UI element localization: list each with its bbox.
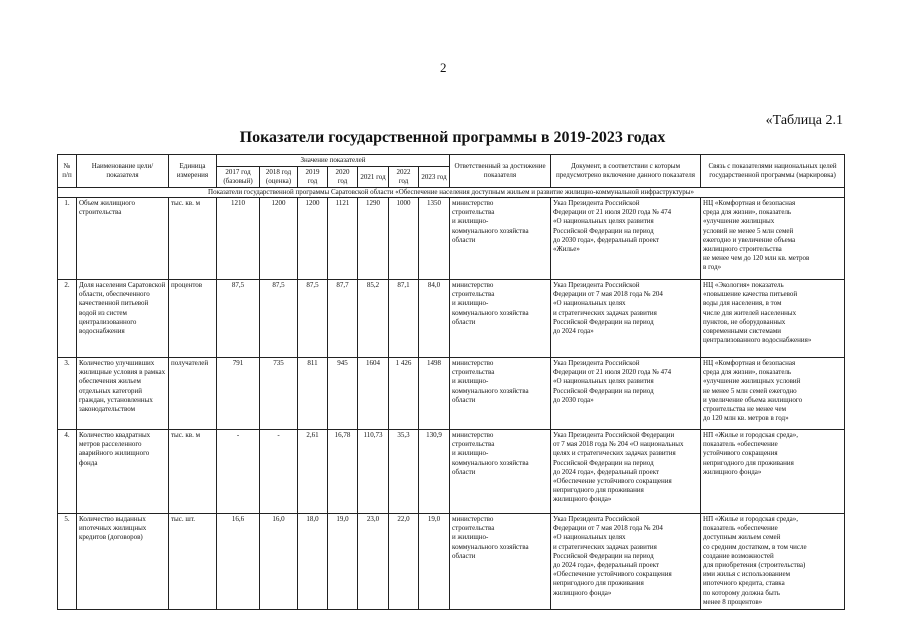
indicator-name: Количество выданных ипотечных жилищных кредитов (договоров): [77, 514, 169, 610]
table-reference: «Таблица 2.1: [765, 113, 843, 128]
header-row-1: [58, 155, 845, 167]
program-row: [58, 188, 845, 198]
table-row: [58, 358, 845, 430]
page-title: Показатели государственной программы в 2019-2023 годах: [239, 129, 666, 146]
responsible-cell: министерство строительства и жилищно- коммунального хозяйства области: [450, 514, 551, 610]
document-cell: Указ Президента Российской Федерации от 7 мая 2018 года № 204 «О национальных целях и стратегических задачах развития Российской Федерации на период до 2024 года», федеральный проект «Обеспечение устойчивого сокращения непригодного для проживания жилищного фонда»: [551, 430, 701, 514]
unit-cell: тыс. кв. м: [169, 198, 217, 280]
value-cell: 1604: [358, 358, 389, 430]
value-cell: 110,73: [358, 430, 389, 514]
header-link: Связь с показателями национальных целей государственной программы (маркировка): [701, 155, 845, 188]
row-number: 1.: [58, 198, 77, 280]
value-cell: 1350: [419, 198, 450, 280]
header-year: 2021 год: [358, 167, 389, 188]
unit-cell: тыс. шт.: [169, 514, 217, 610]
value-cell: 85,2: [358, 280, 389, 358]
responsible-cell: министерство строительства и жилищно- коммунального хозяйства области: [450, 358, 551, 430]
value-cell: 16,6: [217, 514, 260, 610]
value-cell: -: [217, 430, 260, 514]
value-cell: 87,5: [298, 280, 328, 358]
value-cell: 84,0: [419, 280, 450, 358]
page-number: 2: [440, 60, 447, 75]
value-cell: 23,0: [358, 514, 389, 610]
link-cell: НП «Жилье и городская среда», показатель «обеспечение устойчивого сокращения непригодного для проживания жилищного фонда»: [701, 430, 845, 514]
header-year: 2017 год (базовый): [217, 167, 260, 188]
value-cell: 18,0: [298, 514, 328, 610]
unit-cell: получателей: [169, 358, 217, 430]
value-cell: 87,5: [217, 280, 260, 358]
value-cell: 811: [298, 358, 328, 430]
unit-cell: процентов: [169, 280, 217, 358]
value-cell: 130,9: [419, 430, 450, 514]
value-cell: -: [260, 430, 298, 514]
value-cell: 1 426: [389, 358, 419, 430]
header-document: Документ, в соответствии с которым предусмотрено включение данного показателя: [551, 155, 701, 188]
responsible-cell: министерство строительства и жилищно- коммунального хозяйства области: [450, 430, 551, 514]
value-cell: 735: [260, 358, 298, 430]
program-title: Показатели государственной программы Саратовской области «Обеспечение населения доступным жильем и развитие жилищно-коммунальной инфраструктуры»: [58, 188, 845, 198]
document-cell: Указ Президента Российской Федерации от 21 июля 2020 года № 474 «О национальных целях развития Российской Федерации на период до 2030 года», федеральный проект «Жилье»: [551, 198, 701, 280]
value-cell: 1210: [217, 198, 260, 280]
header-year: 2019 год: [298, 167, 328, 188]
value-cell: 1290: [358, 198, 389, 280]
indicator-name: Доля населения Саратовской области, обеспеченного качественной питьевой водой из систем централизованного водоснабжения: [77, 280, 169, 358]
link-cell: НЦ «Комфортная и безопасная среда для жизни», показатель «улучшение жилищных условий не менее 5 млн семей ежегодно и увеличение объема жилищного строительства не менее чем до 120 млн кв. метров в год»: [701, 198, 845, 280]
table-row: [58, 430, 845, 514]
document-cell: Указ Президента Российской Федерации от 21 июля 2020 года № 474 «О национальных целях развития Российской Федерации на период до 2030 года»: [551, 358, 701, 430]
row-number: 4.: [58, 430, 77, 514]
table-row: [58, 280, 845, 358]
unit-cell: тыс. кв. м: [169, 430, 217, 514]
value-cell: 1200: [260, 198, 298, 280]
value-cell: 19,0: [328, 514, 358, 610]
header-year: 2023 год: [419, 167, 450, 188]
header-year: 2022 год: [389, 167, 419, 188]
value-cell: 1000: [389, 198, 419, 280]
indicator-name: Объем жилищного строительства: [77, 198, 169, 280]
header-num: № п/п: [58, 155, 77, 188]
row-number: 5.: [58, 514, 77, 610]
responsible-cell: министерство строительства и жилищно- коммунального хозяйства области: [450, 280, 551, 358]
row-number: 2.: [58, 280, 77, 358]
table-row: [58, 514, 845, 610]
header-name: Наименование цели/показателя: [77, 155, 169, 188]
value-cell: 1121: [328, 198, 358, 280]
row-number: 3.: [58, 358, 77, 430]
header-year: 2020 год: [328, 167, 358, 188]
value-cell: 945: [328, 358, 358, 430]
document-cell: Указ Президента Российской Федерации от 7 мая 2018 года № 204 «О национальных целях и стратегических задачах развития Российской Федерации на период до 2024 года»: [551, 280, 701, 358]
value-cell: 791: [217, 358, 260, 430]
header-responsible: Ответственный за достижение показателя: [450, 155, 551, 188]
value-cell: 22,0: [389, 514, 419, 610]
indicator-name: Количество квадратных метров расселенного аварийного жилищного фонда: [77, 430, 169, 514]
document-cell: Указ Президента Российской Федерации от 7 мая 2018 года № 204 «О национальных целях и стратегических задачах развития Российской Федерации на период до 2024 года», федеральный проект «Обеспечение устойчивого сокращения непригодного для проживания жилищного фонда»: [551, 514, 701, 610]
header-values-group: Значение показателей: [217, 155, 450, 167]
indicator-name: Количество улучшивших жилищные условия в рамках обеспечения жильем отдельных категорий граждан, установленных законодательством: [77, 358, 169, 430]
link-cell: НЦ «Комфортная и безопасная среда для жизни», показатель «улучшение жилищных условий не менее 5 млн семей ежегодно и увеличение объема жилищного строительства не менее чем до 120 млн кв. метров в год»: [701, 358, 845, 430]
responsible-cell: министерство строительства и жилищно- коммунального хозяйства области: [450, 198, 551, 280]
value-cell: 87,5: [260, 280, 298, 358]
value-cell: 19,0: [419, 514, 450, 610]
value-cell: 35,3: [389, 430, 419, 514]
value-cell: 2,61: [298, 430, 328, 514]
header-year: 2018 год (оценка): [260, 167, 298, 188]
value-cell: 16,0: [260, 514, 298, 610]
value-cell: 1498: [419, 358, 450, 430]
header-unit: Единица измерения: [169, 155, 217, 188]
value-cell: 16,78: [328, 430, 358, 514]
value-cell: 87,1: [389, 280, 419, 358]
value-cell: 87,7: [328, 280, 358, 358]
link-cell: НП «Жилье и городская среда», показатель «обеспечение доступным жильем семей со средним достатком, в том числе создание возможностей для приобретения (строительства) ими жилья с использованием ипотечного кредита, ставка по которому должна быть менее 8 процентов»: [701, 514, 845, 610]
link-cell: НЦ «Экология» показатель «повышение качества питьевой воды для населения, в том числе для жителей населенных пунктов, не оборудованных современными системами централизованного водоснабжения»: [701, 280, 845, 358]
indicators-table: [57, 154, 845, 610]
value-cell: 1200: [298, 198, 328, 280]
table-row: [58, 198, 845, 280]
